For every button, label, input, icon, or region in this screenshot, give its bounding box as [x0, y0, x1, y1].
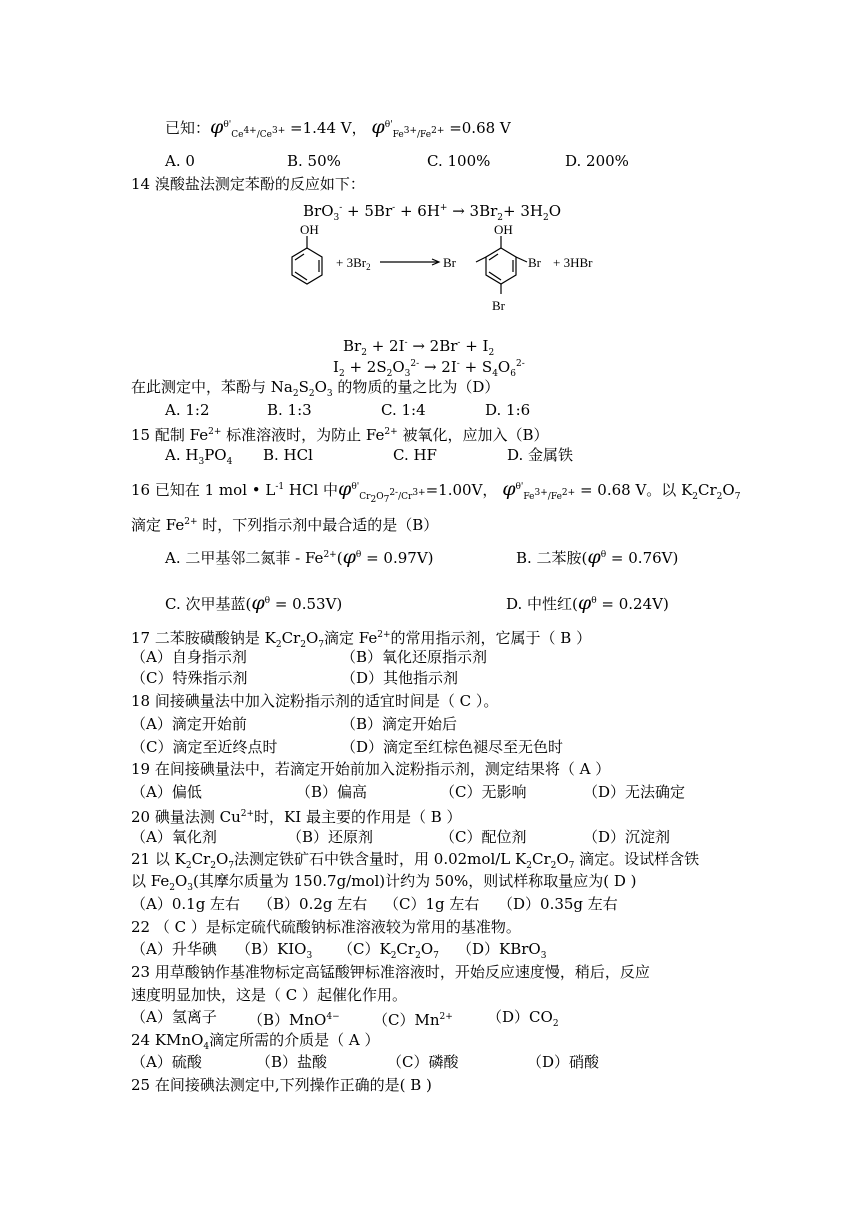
- option-d: D. 200%: [565, 152, 629, 170]
- q22-option-b: $(B)KIO_3$: [236, 940, 313, 961]
- option-a: A. 0: [165, 152, 195, 170]
- ce-potential: =1.44 V，: [290, 119, 367, 137]
- q18-option-b: （B）滴定开始后: [341, 715, 458, 733]
- option-b: B. 50%: [287, 152, 341, 170]
- q22-option-a: （A）升华碘: [131, 940, 217, 958]
- q24-option-a: （A）硫酸: [131, 1053, 202, 1071]
- q23-option-a: （A）氢离子: [131, 1008, 217, 1026]
- phi-symbol: φ: [210, 116, 224, 138]
- q16-option-b: B. 二苯胺$(\varphi^\theta = 0.76V)$: [516, 546, 679, 568]
- product-oh-label: OH: [494, 222, 513, 237]
- q21-option-d: （D）0.35g 左右: [498, 895, 618, 913]
- q21-stem-line1: 21 以 $K_2Cr_2O_7$法测定铁矿石中铁含量时，用 0.02mol/L $K_2Cr_2O_7$ 滴定。设试样含铁: [131, 850, 700, 871]
- q15-options: A. $H_3PO_4$ B. HCl C. HF D. 金属铁: [165, 446, 574, 467]
- q24-option-b: （B）盐酸: [256, 1053, 328, 1071]
- q18-option-a: （A）滴定开始前: [131, 715, 247, 733]
- phi-symbol: φ: [371, 116, 385, 138]
- q18-stem: 18 间接碘量法中加入淀粉指示剂的适宜时间是（ C ）。: [131, 692, 499, 710]
- q21-option-a: （A）0.1g 左右: [131, 895, 241, 913]
- q16-option-a: A. 二甲基邻二氮菲 - $Fe^{2+}(\varphi^\theta = 0.97V)$: [165, 546, 434, 568]
- q19-stem: 19 在间接碘量法中，若滴定开始前加入淀粉指示剂，测定结果将（ A ）: [131, 760, 611, 778]
- br-bottom-label: Br: [492, 298, 505, 313]
- q17-option-c: （C）特殊指示剂: [131, 669, 248, 687]
- q23-stem-line1: 23 用草酸钠作基准物标定高锰酸钾标准溶液时，开始反应速度慢，稍后，反应: [131, 963, 650, 981]
- q23-option-d: $(D)CO_2$: [487, 1008, 559, 1029]
- q22-stem: 22 （ C ）是标定硫代硫酸钠标准溶液较为常用的基准物。: [131, 918, 521, 936]
- fe-potential: =0.68 V: [449, 119, 511, 137]
- q17-stem: 17 二苯胺磺酸钠是 $K_2Cr_2O_7$滴定 $Fe^{2+}$的常用指示剂，它属于（ B ）: [131, 629, 592, 650]
- q23-option-c: $(C)Mn^{2+}$: [373, 1011, 453, 1029]
- q14-stem: 14 溴酸盐法测定苯酚的反应如下：: [131, 175, 365, 193]
- q17-option-a: （A）自身指示剂: [131, 648, 247, 666]
- q20-option-b: （B）还原剂: [287, 828, 374, 846]
- q20-stem: 20 碘量法测 $Cu^{2+}$时，KI 最主要的作用是（ B ）: [131, 808, 462, 826]
- q14-reaction-1: $BrO_3^- + 5Br^- + 6H^+ \to 3Br_2+ 3H_2O$: [303, 202, 562, 223]
- q21-option-c: （C）1g 左右: [384, 895, 480, 913]
- q14-question: 在此测定中，苯酚与 $Na_2S_2O_3$ 的物质的量之比为（D）: [131, 378, 500, 399]
- q16-option-d: D. 中性红$(\varphi^\theta = 0.24V)$: [506, 592, 669, 614]
- q21-option-b: （B）0.2g 左右: [258, 895, 368, 913]
- hbr-label: + 3HBr: [553, 255, 593, 270]
- q19-option-a: （A）偏低: [131, 783, 202, 801]
- q17-option-b: （B）氧化还原指示剂: [341, 648, 488, 666]
- q19-option-d: （D）无法确定: [583, 783, 686, 801]
- q18-option-c: （C）滴定至近终点时: [131, 738, 278, 756]
- q25-stem: 25 在间接碘法测定中,下列操作正确的是( B ): [131, 1076, 432, 1094]
- q23-option-b: （B）MnO$^{4-}$: [248, 1011, 340, 1029]
- q20-option-a: （A）氧化剂: [131, 828, 217, 846]
- option-c: C. 100%: [427, 152, 491, 170]
- q22-option-c: $(C)K_2Cr_2O_7$: [338, 940, 439, 961]
- q16-stem-line2: 滴定 $Fe^{2+}$ 时，下列指示剂中最合适的是（B）: [131, 516, 439, 534]
- q24-stem: 24 KMnO$_4$滴定所需的介质是（ A ）: [131, 1031, 380, 1052]
- q21-stem-line2: 以 $Fe_2O_3$(其摩尔质量为 150.7g/mol)计约为 50%，则试样称取量应为( D ): [131, 872, 637, 893]
- q19-option-c: （C）无影响: [440, 783, 527, 801]
- br-left-label: Br: [443, 255, 456, 270]
- q14-options: A. 1:2 B. 1:3 C. 1:4 D. 1:6: [165, 401, 531, 419]
- reagent-label: + $3Br_2$: [336, 255, 371, 272]
- q14-reaction-2: $Br_2 + 2I^- \to 2Br^- + I_2$: [343, 337, 495, 358]
- known-potentials-line: 已知：$\varphi^{\theta'}_{Ce^{4+}/Ce^{3+}} =1.44$ V， $\varphi^{\theta'}_{Fe^{3+}/Fe^{2+}} =0.68$ V: [165, 116, 511, 140]
- q23-stem-line2: 速度明显加快，这是（ C ）起催化作用。: [131, 986, 408, 1004]
- q13-options: [165, 151, 629, 171]
- q14-reaction-3: $I_2 + 2S_2O_3^{2-} \to 2I^- + S_4O_6^{2-}$: [333, 358, 525, 379]
- q24-option-c: （C）磷酸: [387, 1053, 459, 1071]
- q20-option-d: （D）沉淀剂: [583, 828, 671, 846]
- q15-stem: 15 配制 $Fe^{2+}$ 标准溶液时，为防止 $Fe^{2+}$ 被氧化，应加入（B）: [131, 426, 549, 444]
- known-prefix: 已知：: [165, 119, 211, 137]
- q18-option-d: （D）滴定至红棕色褪尽至无色时: [341, 738, 564, 756]
- br-right-label: Br: [528, 255, 541, 270]
- phenol-oh-label: OH: [300, 222, 319, 237]
- q19-option-b: （B）偏高: [296, 783, 368, 801]
- q16-stem: 16 已知在 1 mol • $L^{-1}$ HCl 中$\varphi^{\theta'}_{Cr_2O_7^{2-}/Cr^{3+}}=1.00V$， $\varphi^{\theta'}_{Fe^{3+}/Fe^{2+}} = 0.68$ V。以 $K_2Cr_2O_7$: [131, 478, 741, 505]
- q20-option-c: （C）配位剂: [440, 828, 527, 846]
- phenol-bromination-scheme: [270, 222, 610, 322]
- q16-option-c: C. 次甲基蓝$(\varphi^\theta = 0.53V)$: [165, 592, 343, 614]
- q24-option-d: （D）硝酸: [527, 1053, 600, 1071]
- q22-option-d: （D）KBrO$_3$: [457, 940, 547, 961]
- q17-option-d: （D）其他指示剂: [341, 669, 459, 687]
